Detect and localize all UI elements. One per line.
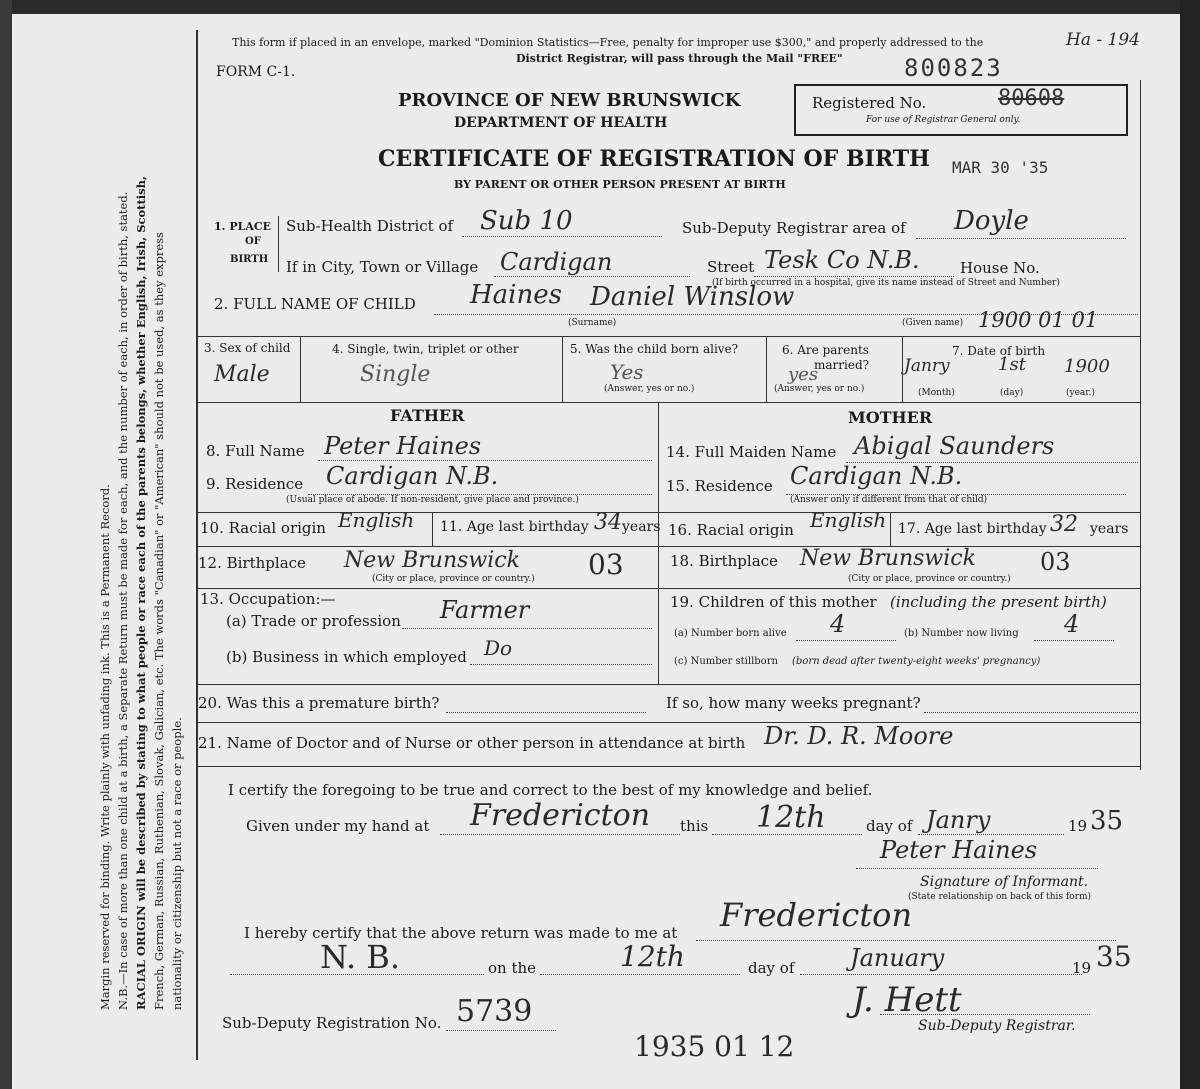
place-birth-label: BIRTH xyxy=(230,254,269,265)
registered-no-label: Registered No. xyxy=(812,94,927,112)
certificate-title: CERTIFICATE OF REGISTRATION OF BIRTH xyxy=(378,146,930,172)
mother-birthplace-value: New Brunswick xyxy=(800,546,976,571)
sex-value: Male xyxy=(214,362,270,387)
dob-year: 1900 xyxy=(1064,356,1110,377)
mother-age-label: 17. Age last birthday xyxy=(898,521,1047,537)
registrar-day-of-label: day of xyxy=(748,959,795,977)
occupation-row-rule xyxy=(198,588,1140,589)
business-line xyxy=(470,664,652,665)
subdeputy-area-line xyxy=(916,238,1126,239)
trade-line xyxy=(402,628,652,629)
now-living-label: (b) Number now living xyxy=(904,628,1019,639)
born-alive-count: 4 xyxy=(830,610,846,638)
father-birthplace-caption: (City or place, province or country.) xyxy=(372,574,535,584)
given-year-prefix: 19 xyxy=(1068,817,1088,835)
married-label-2: married? xyxy=(814,358,870,372)
mail-notice-2: District Registrar, will pass through the Mail "FREE" xyxy=(516,52,843,65)
mother-residence-label: 15. Residence xyxy=(666,477,773,495)
plurality-label: 4. Single, twin, triplet or other xyxy=(332,342,519,356)
trade-value: Farmer xyxy=(440,596,530,624)
form-id: FORM C-1. xyxy=(216,64,296,80)
trade-label: (a) Trade or profession xyxy=(226,612,401,630)
margin-nb-note: N.B.—In case of more than one child at a birth, a Separate Return must be made for each, and the number of each, in order of birth, stated. xyxy=(116,191,130,1010)
dob-day: 1st xyxy=(998,354,1026,375)
attendant-value: Dr. D. R. Moore xyxy=(764,722,954,750)
margin-binding-note: Margin reserved for binding. Write plainly with unfading ink. This is a Permanent Record. xyxy=(98,484,112,1010)
district-value: Sub 10 xyxy=(480,206,573,236)
registered-no-value: 80608 xyxy=(998,86,1065,111)
child-name-label: 2. FULL NAME OF CHILD xyxy=(214,295,416,313)
premature-label: 20. Was this a premature birth? xyxy=(198,694,440,712)
dob-month: Janry xyxy=(904,356,950,376)
registration-no-value: 5739 xyxy=(456,994,533,1029)
weeks-pregnant-line xyxy=(924,712,1138,713)
stillborn-note: (born dead after twenty-eight weeks' pregnancy) xyxy=(792,656,1041,667)
margin-racial-note: RACIAL ORIGIN will be described by stating to what people or race each of the parents belongs, whether English, Irish, Scottish, xyxy=(134,175,148,1010)
father-residence-value: Cardigan N.B. xyxy=(326,462,499,490)
subdeputy-area-label: Sub-Deputy Registrar area of xyxy=(682,219,906,237)
house-no-label: House No. xyxy=(960,259,1040,277)
signature-note: (State relationship on back of this form) xyxy=(908,892,1091,902)
given-month-line xyxy=(918,834,1064,835)
province-title: PROVINCE OF NEW BRUNSWICK xyxy=(398,90,741,111)
subdeputy-area-value: Doyle xyxy=(954,206,1029,236)
plurality-value: Single xyxy=(360,362,431,387)
street-value: Tesk Co N.B. xyxy=(764,246,920,274)
father-race-divider xyxy=(432,512,433,546)
father-age-value: 34 xyxy=(594,510,622,535)
born-alive-label: 5. Was the child born alive? xyxy=(570,342,739,356)
corner-reference: Ha - 194 xyxy=(1066,30,1140,50)
given-under-label: Given under my hand at xyxy=(246,817,430,835)
this-label: this xyxy=(680,817,709,835)
year-caption: (year.) xyxy=(1066,388,1095,398)
married-label: 6. Are parents xyxy=(782,343,869,357)
now-living-line xyxy=(1034,640,1114,641)
informant-signature-line xyxy=(856,868,1098,869)
certification-top-rule xyxy=(198,766,1140,767)
scan-border-left xyxy=(0,0,12,1089)
sex-label: 3. Sex of child xyxy=(204,341,291,355)
mother-age-value: 32 xyxy=(1050,512,1078,537)
mother-residence-caption: (Answer only if different from that of child) xyxy=(790,495,988,505)
stillborn-label: (c) Number stillborn xyxy=(674,656,778,667)
registrar-province-value: N. B. xyxy=(320,938,400,976)
registrar-day-value: 12th xyxy=(620,940,685,973)
race-row-bottom-rule xyxy=(198,546,1140,547)
married-value: yes xyxy=(788,364,819,385)
registrar-month-line xyxy=(800,974,1082,975)
row-3-top-rule xyxy=(198,336,1140,337)
children-label: 19. Children of this mother xyxy=(670,593,877,611)
children-label-italic: (including the present birth) xyxy=(890,593,1107,611)
married-caption: (Answer, yes or no.) xyxy=(774,384,865,394)
father-birthplace-label: 12. Birthplace xyxy=(198,554,306,572)
district-line xyxy=(462,236,662,237)
father-heading: FATHER xyxy=(390,406,465,425)
scan-border-right xyxy=(1180,0,1200,1089)
registrar-month-value: January xyxy=(850,944,945,972)
hereby-certify-label: I hereby certify that the above return was made to me at xyxy=(244,924,678,942)
child-given-name: Daniel Winslow xyxy=(590,282,795,312)
father-age-unit: years xyxy=(622,519,661,535)
city-label: If in City, Town or Village xyxy=(286,258,479,276)
child-surname: Haines xyxy=(470,280,562,310)
occupation-label: 13. Occupation:— xyxy=(200,590,336,608)
business-value: Do xyxy=(484,636,513,660)
month-caption: (Month) xyxy=(918,388,955,398)
hospital-note: (If birth occurred in a hospital, give its name instead of Street and Number) xyxy=(712,278,1060,288)
informant-signature: Peter Haines xyxy=(880,836,1038,864)
father-residence-label: 9. Residence xyxy=(206,475,304,493)
premature-line xyxy=(446,712,646,713)
father-name-value: Peter Haines xyxy=(324,432,482,460)
row-3-divider-3 xyxy=(766,336,767,402)
on-the-label: on the xyxy=(488,959,537,977)
registrar-signature-line xyxy=(880,1014,1090,1015)
registrar-label: Sub-Deputy Registrar. xyxy=(918,1018,1076,1034)
place-num-label: 1. PLACE xyxy=(214,220,271,233)
mother-race-label: 16. Racial origin xyxy=(668,521,794,539)
father-birthplace-value: New Brunswick xyxy=(344,548,520,573)
city-line xyxy=(494,276,690,277)
father-race-label: 10. Racial origin xyxy=(200,519,326,537)
city-value: Cardigan xyxy=(500,248,613,276)
mother-birthplace-code: 03 xyxy=(1040,548,1071,576)
row-3-divider-1 xyxy=(300,336,301,402)
parents-divider xyxy=(658,402,659,684)
father-name-line xyxy=(318,460,652,461)
place-of-label: OF xyxy=(245,236,261,247)
mother-name-label: 14. Full Maiden Name xyxy=(666,443,837,461)
born-alive-value: Yes xyxy=(610,360,644,384)
surname-caption: (Surname) xyxy=(568,318,617,328)
margin-racial-note-2: French, German, Russian, Ruthenian, Slovak, Galician, etc. The words "Canadian" or "American" should not be used, as they express xyxy=(152,232,166,1010)
frame-right-rule xyxy=(1140,80,1141,770)
street-label: Street xyxy=(707,258,755,276)
business-label: (b) Business in which employed xyxy=(226,648,467,666)
district-label: Sub-Health District of xyxy=(286,217,454,235)
mother-age-unit: years xyxy=(1090,521,1129,537)
father-age-label: 11. Age last birthday xyxy=(440,519,589,535)
registrar-signature: J. Hett xyxy=(852,980,962,1020)
given-place-value: Fredericton xyxy=(470,798,651,833)
margin-racial-note-3: nationality or citizenship but not a race or people. xyxy=(170,717,184,1010)
row-3-divider-2 xyxy=(562,336,563,402)
mother-birthplace-caption: (City or place, province or country.) xyxy=(848,574,1011,584)
attendant-label: 21. Name of Doctor and of Nurse or other person in attendance at birth xyxy=(198,734,746,752)
given-place-line xyxy=(440,834,680,835)
mother-race-value: English xyxy=(810,508,887,532)
frame-left-rule xyxy=(196,30,198,1060)
mother-residence-value: Cardigan N.B. xyxy=(790,462,963,490)
father-race-value: English xyxy=(338,508,415,532)
weeks-pregnant-label: If so, how many weeks pregnant? xyxy=(666,694,921,712)
row-3-bottom-rule xyxy=(198,402,1140,403)
signature-label: Signature of Informant. xyxy=(920,874,1089,890)
registration-date-code: 1935 01 12 xyxy=(634,1030,795,1063)
row-3-divider-4 xyxy=(902,336,903,402)
department-title: DEPARTMENT OF HEALTH xyxy=(454,115,668,131)
given-month-value: Janry xyxy=(926,806,991,834)
registered-no-note: For use of Registrar General only. xyxy=(866,115,1021,125)
father-birthplace-code: 03 xyxy=(588,548,624,581)
day-caption: (day) xyxy=(1000,388,1024,398)
registrar-year-prefix: 19 xyxy=(1072,959,1092,977)
place-brace xyxy=(278,216,279,272)
registrar-place-line xyxy=(696,940,1116,941)
given-day-value: 12th xyxy=(756,800,826,835)
premature-row-top-rule xyxy=(198,684,1140,685)
registration-no-label: Sub-Deputy Registration No. xyxy=(222,1014,442,1032)
street-line xyxy=(754,276,954,277)
mother-birthplace-label: 18. Birthplace xyxy=(670,552,778,570)
dob-label: 7. Date of birth xyxy=(952,344,1046,358)
received-date-stamp: MAR 30 '35 xyxy=(952,158,1049,177)
father-name-label: 8. Full Name xyxy=(206,442,305,460)
child-date-code: 1900 01 01 xyxy=(978,308,1099,332)
mother-heading: MOTHER xyxy=(848,408,933,427)
day-of-label: day of xyxy=(866,817,913,835)
serial-stamp: 800823 xyxy=(904,54,1003,82)
registration-no-line xyxy=(446,1030,556,1031)
mother-name-value: Abigal Saunders xyxy=(854,432,1055,460)
born-alive-count-line xyxy=(796,640,896,641)
born-alive-caption: (Answer, yes or no.) xyxy=(604,384,695,394)
mail-notice-1: This form if placed in an envelope, marked "Dominion Statistics—Free, penalty for improper use $300," and properly addressed to the xyxy=(232,36,984,49)
certificate-subtitle: BY PARENT OR OTHER PERSON PRESENT AT BIRTH xyxy=(454,178,786,191)
given-caption: (Given name) xyxy=(902,318,964,328)
scan-border-top xyxy=(0,0,1200,14)
registrar-year-value: 35 xyxy=(1096,940,1132,973)
mother-race-divider xyxy=(890,512,891,546)
now-living-count: 4 xyxy=(1064,610,1080,638)
premature-row-bottom-rule xyxy=(198,722,1140,723)
father-residence-caption: (Usual place of abode. If non-resident, give place and province.) xyxy=(286,495,579,505)
certify-text: I certify the foregoing to be true and correct to the best of my knowledge and belief. xyxy=(228,781,873,799)
registrar-day-line xyxy=(540,974,740,975)
registrar-place-value: Fredericton xyxy=(720,896,913,934)
born-alive-count-label: (a) Number born alive xyxy=(674,628,787,639)
given-year-value: 35 xyxy=(1090,806,1124,836)
